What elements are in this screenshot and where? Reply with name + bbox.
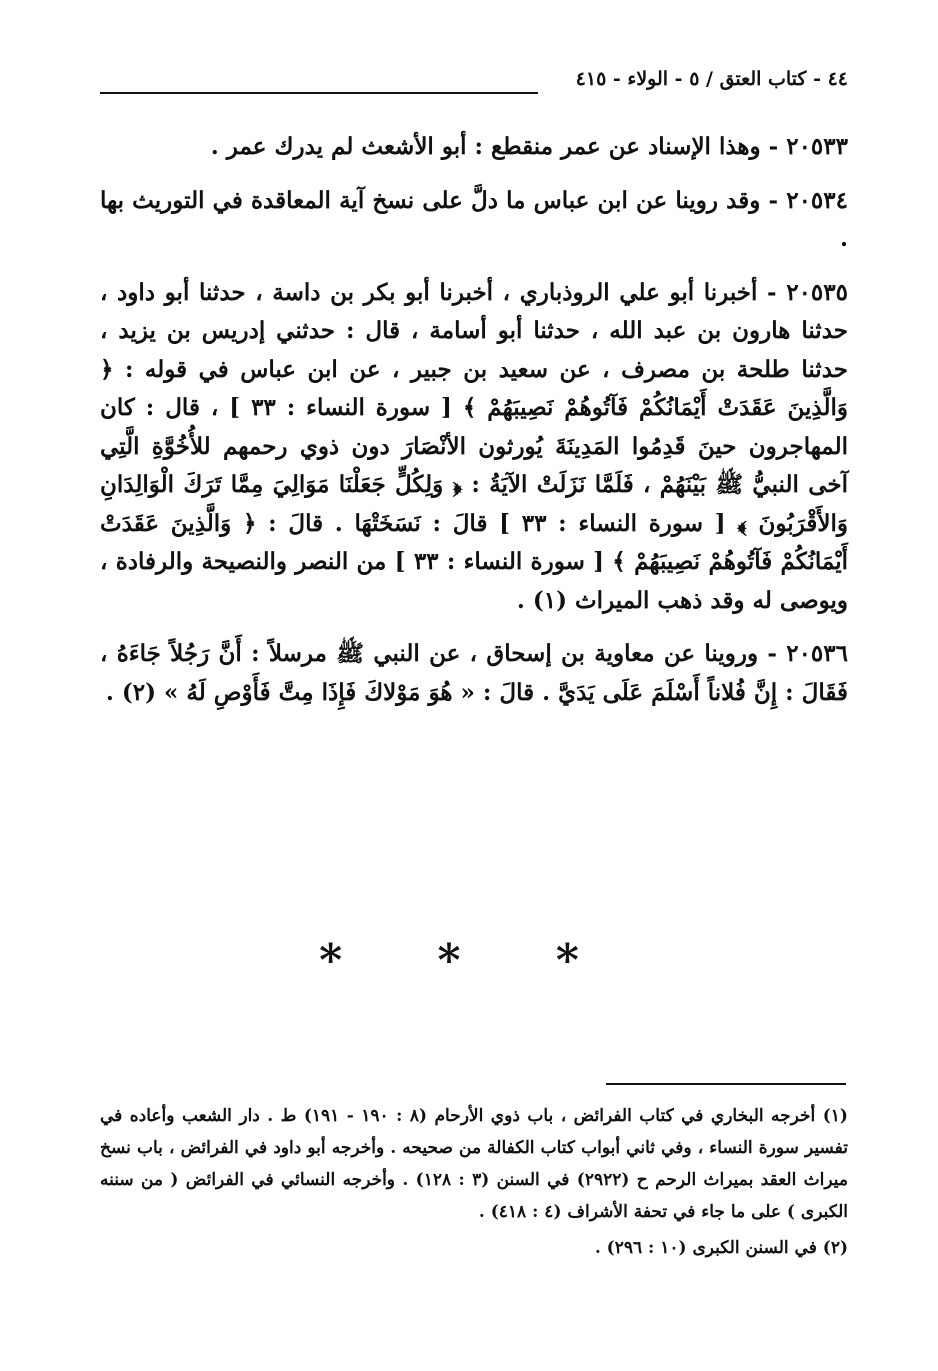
paragraph-2536: ٢٠٥٣٦ - وروينا عن معاوية بن إسحاق ، عن النبي ﷺ مرسلاً : أَنَّ رَجُلاً جَاءَهُ ، فَقَالَ : إِنَّ فُلاناً أَسْلَمَ عَلَى يَدَيَّ . قالَ : « هُوَ مَوْلاكَ فَإِذَا مِتَّ فَأَوْصِ لَهُ » (٢) . xyxy=(100,640,848,706)
paragraph-2534: ٢٠٥٣٤ - وقد روينا عن ابن عباس ما دلَّ على نسخ آية المعاقدة في التوريث بها . xyxy=(100,186,848,252)
running-title: ٤٤ - كتاب العتق / ٥ - الولاء - ٤١٥ xyxy=(575,68,848,90)
footnote-rule xyxy=(606,1083,846,1085)
footnotes xyxy=(100,1100,848,1268)
header-rule xyxy=(100,92,538,94)
paragraph-2535: ٢٠٥٣٥ - أخبرنا أبو علي الروذباري ، أخبرنا أبو بكر بن داسة ، حدثنا أبو داود ، حدثنا هارون بن عبد الله ، حدثنا أبو أسامة ، قال : حدثني إدريس بن يزيد ، حدثنا طلحة بن مصرف ، عن سعيد بن جبير ، عن ابن عباس في قوله : ﴿ وَالَّذِينَ عَقَدَتْ أَيْمَانُكُمْ فَآتُوهُمْ نَصِيبَهُمْ ﴾ [ سورة النساء : ٣٣ ] ، قال : كان المهاجرون حينَ قَدِمُوا المَدِينَةَ يُورثون الأنْصَارَ دون ذوي رحمهم للأُخُوَّةِ الَّتِي آخى النبيُّ ﷺ بَيْنَهُمْ ، فَلَمَّا نَزَلَتْ الآيَةُ : ﴿ وَلِكُلٍّ جَعَلْنَا مَوَالِيَ مِمَّا تَرَكَ الْوَالِدَانِ وَالأَقْرَبُونَ ﴾ [ سورة النساء : ٣٣ ] قالَ : نَسَخَتْهَا . قالَ : ﴿ وَالَّذِينَ عَقَدَتْ أَيْمَانُكُمْ فَآتُوهُمْ نَصِيبَهُمْ ﴾ [ سورة النساء : ٣٣ ] من النصر والنصيحة والرفادة ، ويوصى له وقد ذهب الميراث (١) . xyxy=(100,278,849,614)
paragraph-2533: ٢٠٥٣٣ - وهذا الإسناد عن عمر منقطع : أبو الأشعث لم يدرك عمر . xyxy=(210,133,848,160)
page-header xyxy=(100,64,848,104)
footnote-2: (٢) في السنن الكبرى (١٠ : ٢٩٦) . xyxy=(594,1238,848,1258)
section-separator: * * * xyxy=(319,935,619,986)
main-text xyxy=(100,128,848,727)
footnote-1: (١) أخرجه البخاري في كتاب الفرائض ، باب ذوي الأرحام (٨ : ١٩٠ - ١٩١) ط . دار الشعب وأعاده في تفسير سورة النساء ، وفي ثاني أبواب كتاب الكفالة من صحيحه . وأخرجه أبو داود في الفرائض ، باب نسخ ميراث العقد بميراث الرحم ح (٢٩٢٢) في السنن (٣ : ١٢٨) . وأخرجه النسائي في الفرائض ( من سننه الكبرى ) على ما جاء في تحفة الأشراف (٤ : ٤١٨) . xyxy=(100,1106,848,1222)
